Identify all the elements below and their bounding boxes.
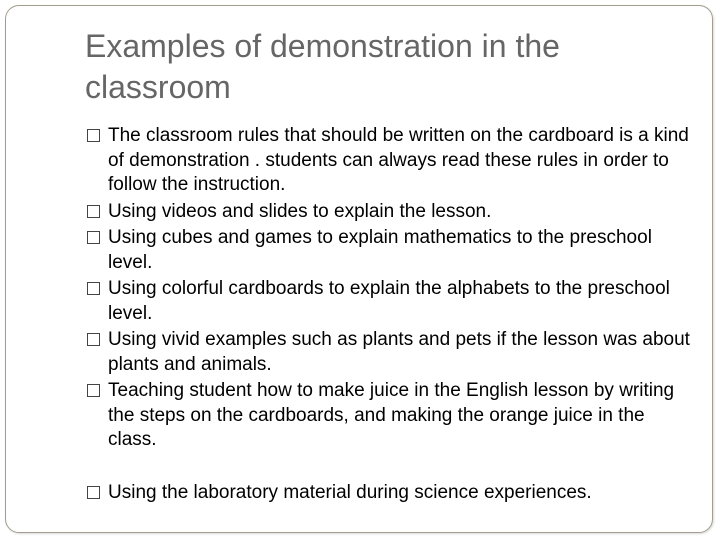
bullet-text: Using the laboratory material during science experiences. <box>108 481 592 503</box>
bullet-item <box>86 124 696 198</box>
square-bullet-icon <box>87 333 100 346</box>
square-bullet-icon <box>87 231 100 244</box>
bullet-text: Using colorful cardboards to explain the alphabets to the preschool level. <box>108 278 670 324</box>
bullet-item <box>86 379 696 453</box>
bullet-text: The classroom rules that should be written on the cardboard is a kind of demonstration . students can always read these rules in order to follow the instruction. <box>108 125 689 195</box>
square-bullet-icon <box>87 205 100 218</box>
slide-title: Examples of demonstration in the classroom <box>85 28 560 105</box>
bullet-text: Teaching student how to make juice in the English lesson by writing the steps on the cardboards, and making the orange juice in the class. <box>108 380 675 450</box>
bullet-item <box>86 226 696 275</box>
bullet-list <box>86 124 696 507</box>
square-bullet-icon <box>87 129 100 142</box>
bullet-text: Using cubes and games to explain mathematics to the preschool level. <box>108 227 652 273</box>
bullet-text: Using vivid examples such as plants and pets if the lesson was about plants and animals. <box>108 329 690 375</box>
bullet-item <box>86 328 696 377</box>
bullet-item <box>86 200 696 225</box>
bullet-item <box>86 277 696 326</box>
bullet-text: Using videos and slides to explain the lesson. <box>108 200 492 222</box>
square-bullet-icon <box>87 282 100 295</box>
slide-frame <box>5 5 713 533</box>
square-bullet-icon <box>87 384 100 397</box>
square-bullet-icon <box>87 486 100 499</box>
bullet-item <box>86 481 696 506</box>
